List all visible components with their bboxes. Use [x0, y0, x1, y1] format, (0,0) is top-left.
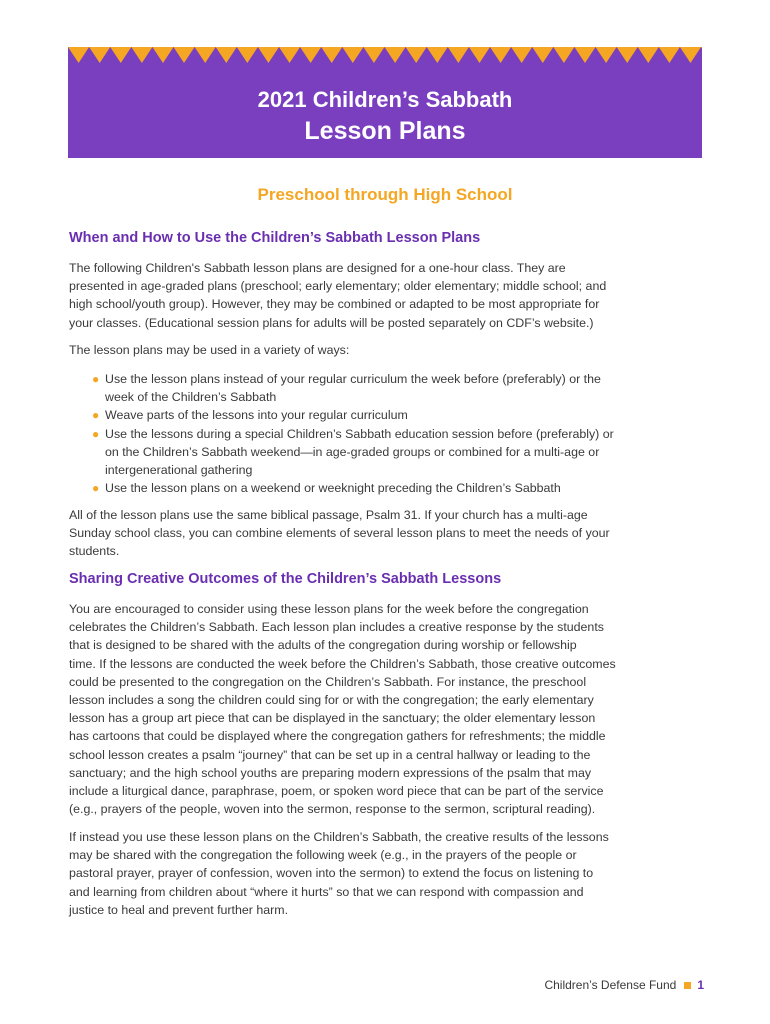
list-item: ● Use the lesson plans on a weekend or weeknight preceding the Children’s Sabbath: [92, 479, 712, 497]
bullet-icon: ●: [92, 408, 100, 423]
section-heading-how-to-use: When and How to Use the Children’s Sabbath Lesson Plans: [69, 230, 481, 246]
bullet-list-ways: [92, 370, 712, 497]
subtitle: Preschool through High School: [257, 185, 513, 204]
list-item: ● Use the lessons during a special Children’s Sabbath education session before (preferably) or on the Children’s Sabbath weekend—in age-graded groups or combined for a multi-age or intergenerational gathering: [92, 426, 614, 478]
list-item: ● Use the lesson plans instead of your regular curriculum the week before (preferably) or the week of the Children’s Sabbath: [92, 372, 601, 405]
paragraph-intro: The following Children's Sabbath lesson plans are designed for a one-hour class. They are presented in age-graded plans (preschool; early elementary; older elementary; middle school; and high school/youth group). However, they may be combined or adapted to be most appropriate for your classes. (Educational session plans for adults will be posted separately on CDF’s website.): [69, 261, 607, 330]
bullet-icon: ●: [92, 481, 100, 496]
square-icon: [684, 982, 691, 989]
title-banner: [68, 47, 702, 158]
list-item: ● Weave parts of the lessons into your regular curriculum: [92, 406, 712, 424]
paragraph-psalm: All of the lesson plans use the same biblical passage, Psalm 31. If your church has a multi-age Sunday school class, you can combine elements of several lesson plans to meet the needs of your students.: [69, 508, 610, 559]
paragraph-instead: If instead you use these lesson plans on the Children’s Sabbath, the creative results of the lessons may be shared with the congregation the following week (e.g., in the prayers of the people or pastoral prayer, prayer of confession, woven into the sermon) to extend the focus on listening to and learning from children about “where it hurts” so that we can respond with compassion and justice to heal and prevent further harm.: [69, 830, 609, 917]
page-footer: [544, 978, 704, 992]
title-line-2: Lesson Plans: [304, 117, 466, 145]
page-number: 1: [697, 978, 704, 992]
bullet-icon: ●: [92, 372, 100, 386]
paragraph-sharing: You are encouraged to consider using these lesson plans for the week before the congregation celebrates the Children’s Sabbath. Each lesson plan includes a creative response by the students that is designed to be shared with the adults of the congregation during worship or fellowship time. If the lessons are conducted the week before the Children’s Sabbath, those creative outcomes could be presented to the congregation on the Children’s Sabbath. For instance, the preschool lesson includes a song the children could sing for or with the congregation; the early elementary lesson has a group art piece that can be displayed in the sanctuary; the older elementary lesson has cartoons that could be displayed where the congregation gathers for refreshments; the middle school lesson creates a psalm “journey” that can be set up in a central hallway or leading to the sanctuary; and the high school youths are preparing modern expressions of the psalm that may include a liturgical dance, paraphrase, poem, or spoken word piece that can be part of the service (e.g., prayers of the people, woven into the sermon, response to the sermon, scriptural reading).: [69, 602, 616, 817]
section-heading-sharing: Sharing Creative Outcomes of the Children’s Sabbath Lessons: [69, 571, 502, 587]
footer-org: Children’s Defense Fund: [544, 978, 677, 992]
zigzag-border: [68, 47, 702, 69]
paragraph-ways: The lesson plans may be used in a variety of ways:: [69, 343, 350, 357]
bullet-icon: ●: [92, 426, 100, 441]
title-line-1: 2021 Children’s Sabbath: [257, 87, 513, 112]
